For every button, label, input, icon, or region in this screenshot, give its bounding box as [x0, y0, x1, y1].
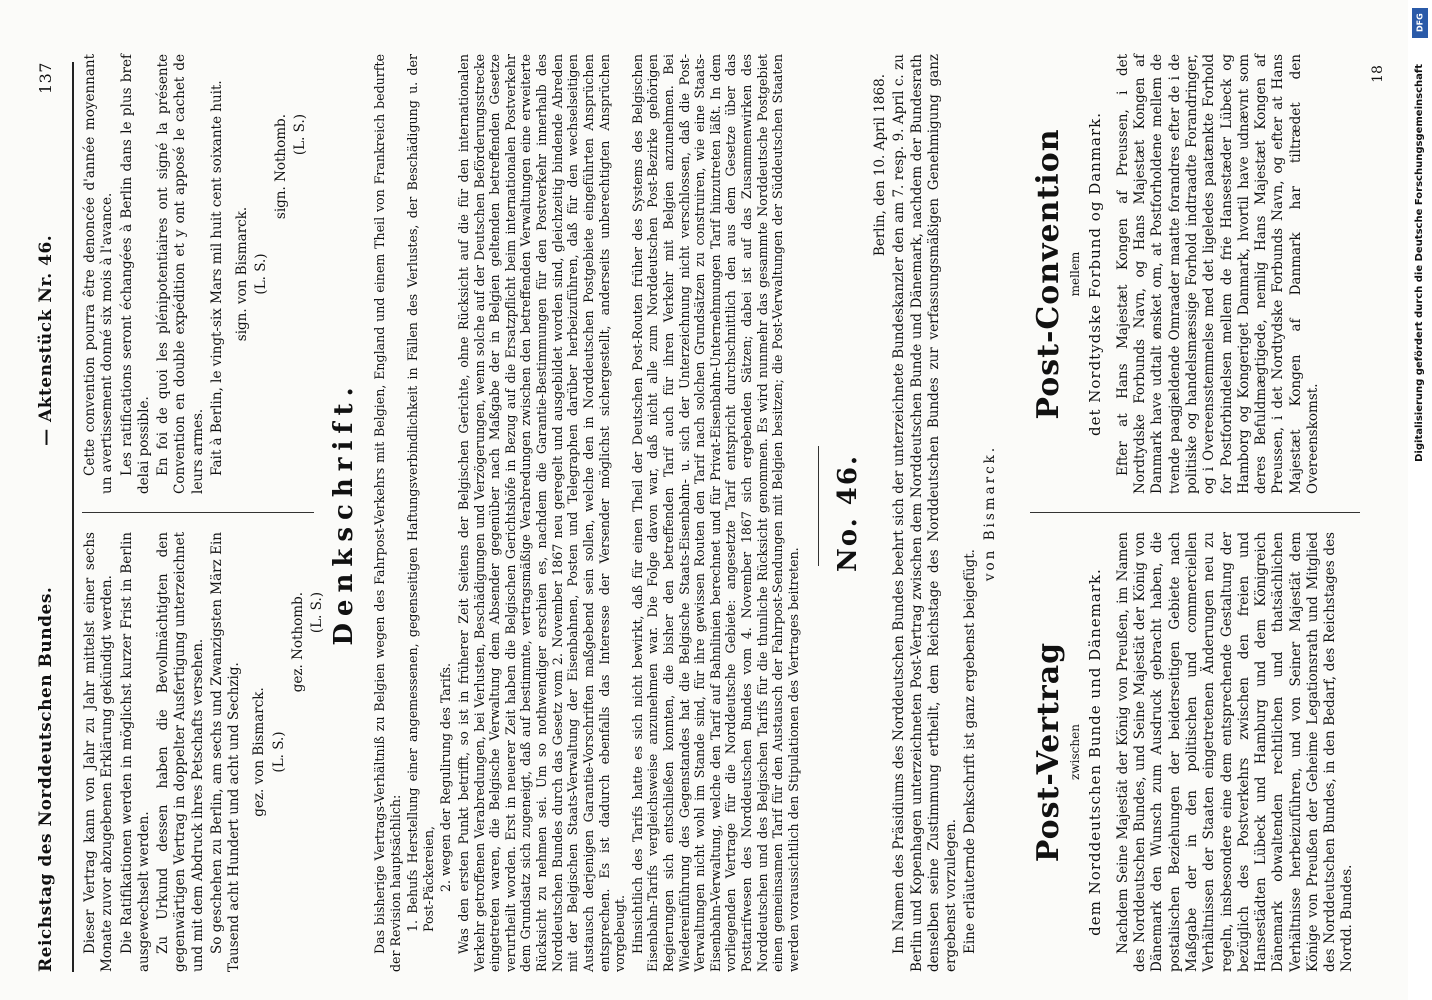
no46-body: Im Namen des Präsidiums des Norddeutschen Bundes beehrt sich der unterzeichnete Bundeskanzler den am 7. resp. 9. April c. zu Berlin und Kopenhagen unterzeichneten Post-Vertrag zwischen dem Norddeutschen Bunde und Dänemark, nachdem der Bundesrath denselben seine Zustimmung ertheilt, dem Reichstage des Norddeutschen Bundes zur verfassungsmäßigen Genehmigung ganz ergebenst vorzulegen.	[891, 54, 960, 972]
treaty-german-paragraph: So geschehen zu Berlin, am sechs und Zwanzigsten März Ein Tausend acht Hundert und acht und Sechzig.	[208, 532, 243, 972]
signature-bismarck: gez. von Bismarck.	[251, 687, 268, 817]
no46-attachment-note: Eine erläuternde Denkschrift ist ganz ergebenst beigefügt.	[962, 549, 979, 954]
dfg-notice: Digitalisierung gefördert durch die Deutsche Forschungsgemeinschaft	[1413, 64, 1425, 462]
document-number-heading: No. 46.	[833, 454, 863, 572]
signature-nothomb: gez. Nothomb.	[289, 592, 306, 693]
seal-mark: (L. S.)	[291, 114, 308, 156]
post-vertrag-german	[1030, 532, 1359, 972]
post-vertrag-body: Nachdem Seine Majestät der König von Preußen, im Namen des Norddeutschen Bundes, und Seine Majestät der König von Dänemark den Wunsch zum Ausdruck gebracht haben, die postalischen Beziehungen der beiderseitigen Gebiete nach Maßgabe der in den politischen und commerciellen Verhältnissen der Staaten eingetretenen Änderungen neu zu regeln, insbesondere eine dem entsprechende Gestaltung der bezüglich des Postverkehrs zwischen den freien und Hansestädten Lübeck und Hamburg und dem Königreich Dänemark obwaltenden rechtlichen und thatsächlichen Verhältnisse herbeizuführen, und von Seiner Majestät dem Könige von Preußen der Geheime Legationsrath und Mitglied des Norddeutschen Bundes, in den Bedarf, des Reichstages des Nordd. Bundes.	[1114, 532, 1356, 972]
treaty-french-paragraph: Fait à Berlin, le vingt-six Mars mil huit cent soixante huit.	[208, 80, 225, 476]
signature-nothomb: sign. Nothomb.	[272, 114, 289, 220]
seal-mark: (L. S.)	[309, 592, 326, 634]
denkschrift-heading: Denkschrift.	[329, 380, 359, 646]
treaty-french-paragraph: Cette convention pourra être denoncée d'année moyennant un avertissement donné six mois à l'avance.	[82, 54, 116, 494]
treaty-german-paragraph: Zu Urkund dessen haben die Bevollmächtigten den gegenwärtigen Vertrag in doppelter Ausfertigung unterzeichnet und mit dem Abdruck ihres Petschafts versehen.	[155, 532, 206, 972]
seal-mark: (L. S.)	[253, 253, 270, 295]
signature-bismarck: sign. von Bismarck.	[234, 206, 251, 342]
treaty-german-closing	[82, 532, 328, 972]
page-number: 137	[36, 62, 55, 95]
signature-mark: 18	[1370, 65, 1386, 83]
header-rule	[72, 62, 74, 972]
denkschrift-body	[372, 54, 803, 972]
convention-parties: det Nordtydske Forbund og Danmark.	[1085, 111, 1104, 437]
treaty-german-paragraph: Dieser Vertrag kann von Jahr zu Jahr mittelst einer sechs Monate zuvor abzugebenen Erklärung gekündigt werden.	[82, 532, 116, 972]
treaty-french-closing	[82, 54, 311, 494]
signature-bismarck: von Bismarck.	[981, 444, 998, 582]
seal-mark: (L. S.)	[270, 731, 287, 773]
post-vertrag-title: Post-Vertrag	[1031, 641, 1066, 863]
zwischen-label: zwischen	[1068, 724, 1083, 780]
denkschrift-item: 1. Behufs Herstellung einer angemessenen, gegenseitigen Haftungsverbindlichkeit in Fällen des Verlustes, der Beschädigung u. der Post-Päckereien,	[405, 54, 436, 932]
running-header	[36, 62, 64, 972]
denkschrift-item: 2. wegen der Regulirung des Tarifs.	[438, 663, 454, 892]
denkschrift-paragraph: Hinsichtlich des Tarifs hatte es sich nicht bewirkt, daß für einen Theil der Deutschen Post-Routen früher des Systems des Belgischen Eisenbahn-Tarifs vergleichsweise anzunehmen war. Die Folge davon war, daß nicht alle zum Norddeutschen Post-Bezirke gehörigen Regierungen sich entschließen konnten, die bisher den betreffenden Tarif auch für ihren Verkehr mit Belgien anzunehmen. Bei Wiedereinführung des Gegenstandes hat die Belgische Staats-Eisenbahn- u. sich der Unterzeichnung nicht verschlossen, daß die Post-Verwaltungen nicht wohl im Stande sind, für ihre gewissen Routen den Tarif nach solchen Grundsätzen zu construiren, wie eine Staats-Eisenbahn-Verwaltung, welche den Tarif auf Bahnlinien berechnet und für Privat-Eisenbahn-Unternehmungen Tarif hinzutreten läßt. In dem vorliegenden Vertrage für die Norddeutsche Gebiete: angesetzte Tarif entspricht durchschnittlich den aus dem Gesetze über das Posttarifwesen des Norddeutschen Bundes vom 4. November 1867 sich ergebenden Sätzen; dabei ist auf das Zusammenwirken des Norddeutschen und des Belgischen Tarifs für die thunliche Rücksicht genommen. Es wird nunmehr das gesammte Norddeutsche Postgebiet einen gemeinsamen Tarif für den Austausch der Fahrpost-Sendungen mit Belgien besitzen; die Post-Verwaltungen der Süddeutschen Staaten werden voraussichtlich den Stipulationen des Vertrages beitreten.	[629, 54, 801, 972]
no46-letter	[872, 54, 1001, 972]
treaty-french-paragraph: En foi de quoi les plénipotentiaires ont signé la présente Convention en double expédition et y ont apposé le cachet de leurs armes.	[155, 54, 206, 494]
treaty-german-paragraph: Die Ratifikationen werden in möglichst kurzer Frist in Berlin ausgewechselt werden.	[118, 532, 152, 972]
header-title: Reichstag des Norddeutschen Bundes.	[36, 586, 56, 972]
treaty-french-paragraph: Les ratifications seront échangées à Berlin dans le plus bref delai possible.	[118, 54, 152, 494]
denkschrift-intro: Das bisherige Vertrags-Verhältniß zu Belgien wegen des Fahrpost-Verkehrs mit Belgien, England und einem Theil von Frankreich bedurfte der Revision hauptsächlich:	[372, 54, 403, 972]
section-rule	[818, 446, 819, 566]
post-convention-title: Post-Convention	[1031, 128, 1066, 420]
mellem-label: mellem	[1068, 251, 1083, 297]
denkschrift-paragraph: Was den ersten Punkt betrifft, so ist in früherer Zeit Seitens der Belgischen Gerichte, ohne Rücksicht auf die für den internationalen Verkehr getroffenen Verabredungen, bei Verlusten, Beschädigungen und Verzögerungen, wenn solche auf der Deutschen Beförderungsstrecke eingetreten waren, die Belgische Verwaltung dem Absender gegenüber nach Maßgabe der in Belgien geltenden betreffenden Gesetze verurtheilt worden. Erst in neuerer Zeit haben die Belgischen Gerichtshöfe in Bezug auf die Ersatzpflicht beim internationalen Postverkehr dem Grundsatz sich zugeneigt, daß auf bestimmte, vertragsmäßige Verabredungen zwischen den betreffenden Verwaltungen eine erweiterte Rücksicht zu nehmen sei. Um so nothwendiger erschien es, nachdem die Garantie-Bestimmungen für den Postverkehr innerhalb des Norddeutschen Bundes durch das Gesetz vom 2. November 1867 neu geregelt und ausgebildet worden sind, gleichzeitig bindende Abreden mit der Belgischen Staats-Verwaltung der Eisenbahnen, Posten und Telegraphen darüber herbeizuführen, daß für den wechselseitigen Austausch derjenigen Garantie-Vorschriften maßgebend sein sollen, welche den in Norddeutschen Postgebiete eingeführten Ansprüchen entsprechen. Es ist dadurch ebenfalls das Interesse der Versender möglichst sichergestellt, anderseits unberechtigten Ansprüchen vorgebeugt.	[456, 54, 628, 972]
dfg-logo: DFG	[1412, 8, 1428, 38]
dateline: Berlin, den 10. April 1868.	[872, 74, 888, 257]
column-divider	[82, 512, 314, 513]
header-document-number: — Aktenstück Nr. 46.	[36, 234, 56, 446]
column-divider	[1030, 512, 1360, 513]
treaty-parties: dem Norddeutschen Bunde und Dänemark.	[1085, 568, 1104, 936]
post-convention-danish	[1030, 54, 1324, 494]
post-convention-body: Efter at Hans Majestæt Kongen af Preussen, i det Nordtydske Forbunds Navn, og Hans Majestæt Kongen af Danmark have udtalt ønsket om, at Postforholdene mellem de tvende paagjældende Omraader maatte forandres efter de i de politiske og handelsmæssige Forhold indtraadte Forandringer, og i Overeensstemmelse med det ligeledes paatænkte Forhold for Postforbindelsen mellem de frie Hansestæder Lübeck og Hamborg og Kongeriget Danmark, hvortil have udnævnt som deres Befuldmægtigede, nemlig Hans Majestæt Kongen af Preussen, i det Nordtydske Forbunds Navn, og efter at Hans Majestæt Kongen af Danmark har tiltrædet den Overeenskomst.	[1114, 54, 1321, 494]
